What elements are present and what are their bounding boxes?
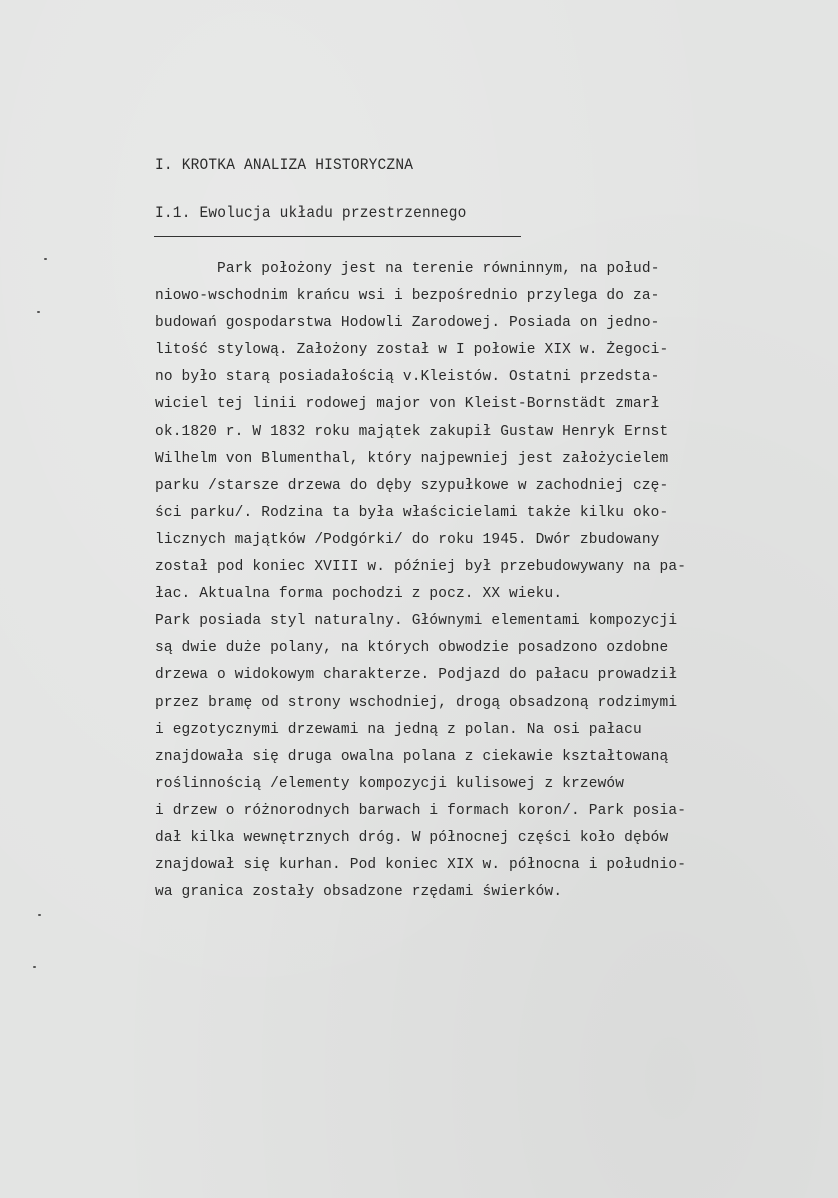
- text-line: no było starą posiadałością v.Kleistów. Ostatni przedsta-: [155, 369, 660, 386]
- text-line: wa granica zostały obsadzone rzędami świerków.: [155, 884, 563, 901]
- text-line: przez bramę od strony wschodniej, drogą obsadzoną rodzimymi: [155, 694, 678, 711]
- chapter-heading: I. KROTKA ANALIZA HISTORYCZNA: [155, 157, 414, 175]
- scan-speck: [38, 914, 41, 916]
- scan-speck: [37, 311, 40, 313]
- text-line: drzewa o widokowym charakterze. Podjazd do pałacu prowadził: [155, 667, 678, 684]
- text-line: licznych majątków /Podgórki/ do roku 1945. Dwór zbudowany: [155, 531, 660, 548]
- text-line: ok.1820 r. W 1832 roku majątek zakupił Gustaw Henryk Ernst: [155, 423, 669, 440]
- text-line: budowań gospodarstwa Hodowli Zarodowej. Posiada on jedno-: [155, 315, 660, 332]
- scan-speck: [44, 258, 47, 260]
- text-line: i drzew o różnorodnych barwach i formach koron/. Park posia-: [155, 802, 687, 819]
- text-line: Wilhelm von Blumenthal, który najpewniej jest założycielem: [155, 450, 669, 467]
- text-line: łac. Aktualna forma pochodzi z pocz. XX wieku.: [155, 586, 563, 603]
- text-line: Park położony jest na terenie równinnym, na połud-: [217, 261, 660, 277]
- text-line: Park posiada styl naturalny. Głównymi elementami kompozycji: [155, 613, 678, 630]
- text-line: wiciel tej linii rodowej major von Kleist-Bornstädt zmarł: [155, 396, 660, 413]
- text-line: niowo-wschodnim krańcu wsi i bezpośrednio przylega do za-: [155, 288, 660, 305]
- text-line: są dwie duże polany, na których obwodzie posadzono ozdobne: [155, 640, 669, 657]
- text-line: i egzotycznymi drzewami na jedną z polan. Na osi pałacu: [155, 721, 642, 738]
- text-line: parku /starsze drzewa do dęby szypułkowe w zachodniej czę-: [155, 477, 669, 494]
- text-line: ści parku/. Rodzina ta była właścicielami także kilku oko-: [155, 504, 669, 521]
- section-heading-underline: [154, 236, 521, 237]
- text-line: został pod koniec XVIII w. później był przebudowywany na pa-: [155, 559, 687, 576]
- text-line: litość stylową. Założony został w I połowie XIX w. Żegoci-: [155, 342, 669, 359]
- text-line: znajdowała się druga owalna polana z ciekawie kształtowaną: [155, 748, 669, 765]
- text-line: roślinnością /elementy kompozycji kulisowej z krzewów: [155, 775, 625, 792]
- text-line: dał kilka wewnętrznych dróg. W północnej części koło dębów: [155, 829, 669, 846]
- body-text: [155, 256, 795, 906]
- scan-speck: [33, 966, 36, 968]
- section-heading: I.1. Ewolucja układu przestrzennego: [155, 205, 467, 223]
- text-line: znajdował się kurhan. Pod koniec XIX w. północna i południo-: [155, 857, 687, 874]
